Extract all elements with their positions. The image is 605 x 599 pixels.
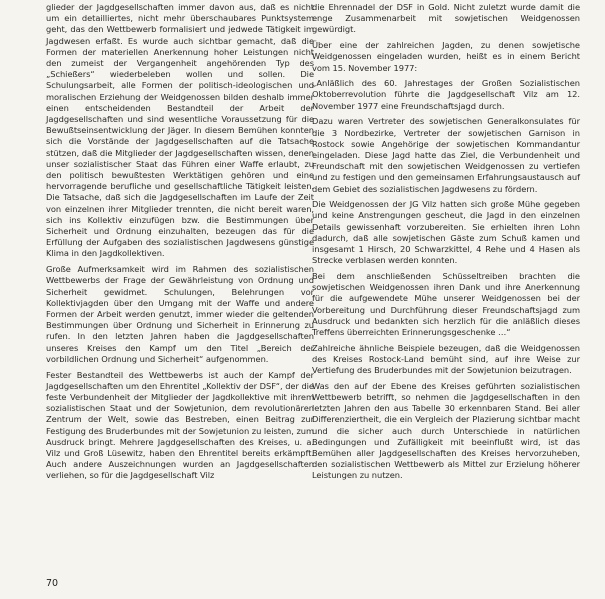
paragraph: „Anläßlich des 60. Jahrestages der Großen Sozialistischen Oktoberrevolution führte die Jagdgesellschaft Vilz am 12. November 1977 eine Freundschaftsjagd durch. [312, 78, 580, 111]
left-text-column [46, 2, 314, 486]
right-text-column [312, 2, 580, 486]
paragraph: glieder der Jagdgesellschaften immer davon aus, daß es nicht um ein detailliertes, nicht mehr überschaubares Punktsystem geht, das den Wettbewerb formalisiert und jedwede Tätigkeit im Jagdwesen erfaßt. Es wurde auch sichtbar gemacht, daß die Formen der materiellen Anerkennung hoher Leistungen nicht den zumeist der Vergangenheit angehörenden Typ des „Schießers“ wiederbeleben wollen und sollen. Die Schulungsarbeit, alle Formen der politisch-ideologischen und moralischen Erziehung der Weidgenossen bilden deshalb immer einen entscheidenden Bestandteil der Arbeit der Jagdgesellschaften und sind wesentliche Voraussetzung für die Bewußtseinsentwicklung der Jäger. In diesem Bemühen konnten sich die Vorstände der Jagdgesellschaften auf die Tatsache stützen, daß die Mitglieder der Jagdgesellschaften wissen, denen unser sozialistischer Staat das Führen einer Waffe erlaubt, zu den politisch bewußtesten Werktätigen gehören und eine hervorragende berufliche und gesellschaftliche Tätigkeit leisten. Die Tatsache, daß sich die Jagdgesellschaften im Laufe der Zeit von einzelnen ihrer Mitglieder trennten, die nicht bereit waren, sich ins Kollektiv einzufügen bzw. die Bestimmungen über Sicherheit und Ordnung einzuhalten, bezeugen das für die Erfüllung der Aufgaben des sozialistischen Jagdwesens günstige Klima in den Jagdkollektiven. [46, 2, 314, 259]
page-number: 70 [46, 578, 59, 589]
paragraph: Fester Bestandteil des Wettbewerbs ist auch der Kampf der Jagdgesellschaften um den Ehrentitel „Kollektiv der DSF“, der die feste Verbundenheit der Mitglieder der Jagdkollektive mit ihrem sozialistischen Staat und der Sowjetunion, dem revolutionären Zentrum der Welt, sowie das Bestreben, einen Beitrag zur Festigung des Bruderbundes mit der Sowjetunion zu leisten, zum Ausdruck bringt. Mehrere Jagdgesellschaften des Kreises, u. a. Vilz und Groß Lüsewitz, haben den Ehrentitel bereits erkämpft. Auch andere Auszeichnungen wurden an Jagdgesellschaften verliehen, so für die Jagdgesellschaft Vilz [46, 369, 314, 481]
paragraph: Bei dem anschließenden Schüsseltreiben brachten die sowjetischen Weidgenossen ihren Dank und ihre Anerkennung für die aufgewendete Mühe unserer Weidgenossen bei der Vorbereitung und Durchführung dieser Freundschaftsjagd zum Ausdruck und bedankten sich herzlich für die anläßlich dieses Treffens überreichten Erinnerungsgeschenke …“ [312, 270, 580, 337]
paragraph: Dazu waren Vertreter des sowjetischen Generalkonsulates für die 3 Nordbezirke, Vertreter der sowjetischen Garnison in Rostock sowie Angehörige der sowjetischen Kommandantur eingeladen. Diese Jagd hatte das Ziel, die Verbundenheit und Freundschaft mit den sowjetischen Weidgenossen zu vertiefen und zu festigen und den gemeinsamen Erfahrungsaustausch auf dem Gebiet des sozialistischen Jagdwesens zu fördern. [312, 116, 580, 194]
paragraph: Zahlreiche ähnliche Beispiele bezeugen, daß die Weidgenossen des Kreises Rostock-Land bemüht sind, auf ihre Weise zur Vertiefung des Bruderbundes mit der Sowjetunion beizutragen. [312, 342, 580, 376]
paragraph: Große Aufmerksamkeit wird im Rahmen des sozialistischen Wettbewerbs der Frage der Gewährleistung von Ordnung und Sicherheit gewidmet. Schulungen, Belehrungen vor Kollektivjagden über den Umgang mit der Waffe und andere Formen der Arbeit werden genutzt, immer wieder die geltenden Bestimmungen über Ordnung und Sicherheit in Erinnerung zu rufen. In den letzten Jahren haben die Jagdgesellschaften unseres Kreises den Kampf um den Titel „Bereich der vorbildlichen Ordnung und Sicherheit“ aufgenommen. [46, 264, 314, 364]
paragraph: die Ehrennadel der DSF in Gold. Nicht zuletzt wurde damit die enge Zusammenarbeit mit sowjetischen Weidgenossen gewürdigt. [312, 2, 580, 35]
paragraph: Was den auf der Ebene des Kreises geführten sozialistischen Wettbewerb betrifft, so nehmen die Jagdgesellschaften in den letzten Jahren den aus Tabelle 30 erkennbaren Stand. Bei aller Differenziertheit, die ein Vergleich der Plazierung sichtbar macht und die sicher auch durch Unterschiede in natürlichen Bedingungen und Zufälligkeit mit beeinflußt wird, ist das Bemühen aller Jagdgesellschaften des Kreises hervorzuheben, den sozialistischen Wettbewerb als Mittel zur Erzielung höherer Leistungen zu nutzen. [312, 380, 580, 481]
paragraph: Über eine der zahlreichen Jagden, zu denen sowjetische Weidgenossen eingeladen wurden, heißt es in einem Bericht vom 15. November 1977: [312, 40, 580, 73]
paragraph: Die Weidgenossen der JG Vilz hatten sich große Mühe gegeben und keine Anstrengungen gescheut, die Jagd in den einzelnen Details gewissenhaft vorzubereiten. Sie erhielten ihren Lohn dadurch, daß alle sowjetischen Gäste zum Schuß kamen und insgesamt 1 Hirsch, 20 Schwarzkittel, 4 Rehe und 4 Hasen als Strecke verblasen werden konnten. [312, 199, 580, 266]
